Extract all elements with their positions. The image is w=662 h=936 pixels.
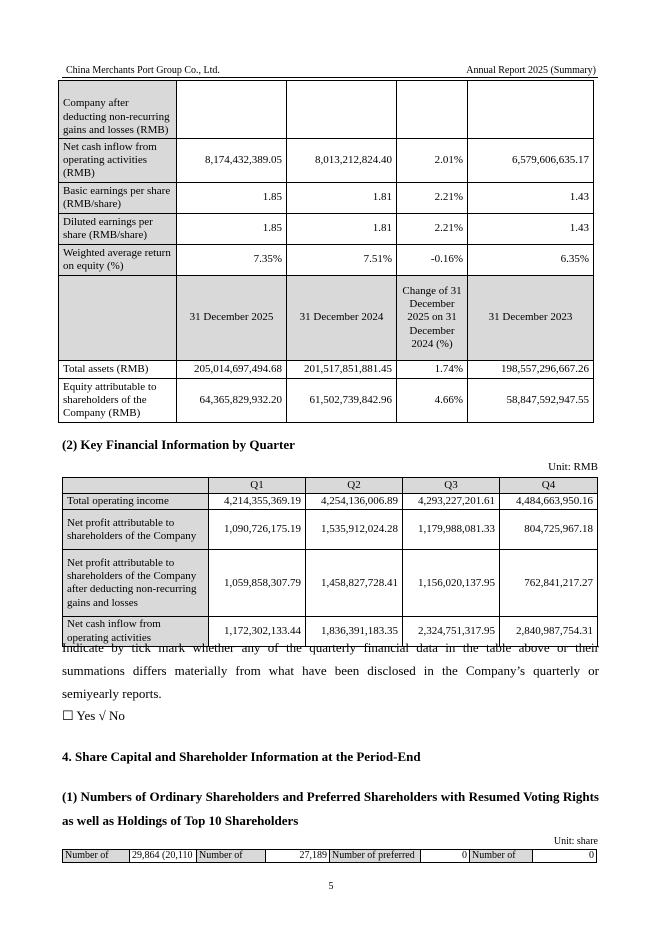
row-label: Total assets (RMB) bbox=[59, 361, 177, 379]
shareholder-table bbox=[62, 849, 597, 863]
table-row bbox=[59, 81, 594, 139]
cell-value: 1,458,827,728.41 bbox=[306, 550, 403, 617]
cell-value: 0 bbox=[533, 850, 597, 863]
unit-label: Unit: RMB bbox=[548, 461, 598, 473]
cell-value: 2,324,751,317.95 bbox=[403, 617, 500, 646]
row-label: Net cash inflow from operating activities bbox=[63, 617, 209, 646]
cell-value: 2.21% bbox=[397, 183, 468, 214]
cell-value: -0.16% bbox=[397, 245, 468, 276]
cell-value: 1,535,912,024.28 bbox=[306, 510, 403, 550]
cell-value: 6,579,606,635.17 bbox=[468, 139, 594, 183]
column-header: Q1 bbox=[209, 478, 306, 494]
cell-value: 61,502,739,842.96 bbox=[287, 379, 397, 423]
cell-value: 8,174,432,389.05 bbox=[177, 139, 287, 183]
row-label: Diluted earnings per share (RMB/share) bbox=[59, 214, 177, 245]
cell-value: 2,840,987,754.31 bbox=[500, 617, 598, 646]
row-label: Weighted average return on equity (%) bbox=[59, 245, 177, 276]
cell-value: 4,214,355,369.19 bbox=[209, 494, 306, 510]
quarterly-note: Indicate by tick mark whether any of the quarterly financial data in the table above or their summations differs materially from what have been disclosed in the Company’s quarterly or semiyearly reports. bbox=[62, 640, 599, 701]
cell-value: 27,189 bbox=[266, 850, 330, 863]
row-label: Company after deducting non-recurring gains and losses (RMB) bbox=[59, 81, 177, 139]
cell-label: Number of bbox=[63, 850, 130, 863]
section-subheading: (1) Numbers of Ordinary Shareholders and Preferred Shareholders with Resumed Voting Rights as well as Holdings of Top 10 Shareholders bbox=[62, 789, 599, 828]
row-label: Basic earnings per share (RMB/share) bbox=[59, 183, 177, 214]
cell-value: 29,864 (20,110 bbox=[130, 850, 197, 863]
quarterly-table bbox=[62, 477, 598, 647]
section-heading: (2) Key Financial Information by Quarter bbox=[62, 437, 295, 452]
cell-value: 1,059,858,307.79 bbox=[209, 550, 306, 617]
cell-value: 0 bbox=[421, 850, 470, 863]
cell-value: 1.85 bbox=[177, 214, 287, 245]
cell-value: 1,156,020,137.95 bbox=[403, 550, 500, 617]
cell-value: 1,179,988,081.33 bbox=[403, 510, 500, 550]
table-row bbox=[59, 361, 594, 379]
cell-label: Number of bbox=[197, 850, 266, 863]
table-row bbox=[63, 494, 598, 510]
column-header: Q2 bbox=[306, 478, 403, 494]
column-header: Q3 bbox=[403, 478, 500, 494]
yes-no-choice: ☐ Yes √ No bbox=[62, 708, 125, 723]
column-header: 31 December 2025 bbox=[177, 276, 287, 361]
cell-value: 4,484,663,950.16 bbox=[500, 494, 598, 510]
table-header-row bbox=[59, 276, 594, 361]
row-label: Net profit attributable to shareholders of the Company after deducting non-recurring gains and losses bbox=[63, 550, 209, 617]
cell-value: 2.01% bbox=[397, 139, 468, 183]
cell-value: 1,172,302,133.44 bbox=[209, 617, 306, 646]
row-label: Equity attributable to shareholders of the Company (RMB) bbox=[59, 379, 177, 423]
cell-value: 7.51% bbox=[287, 245, 397, 276]
cell-value: 205,014,697,494.68 bbox=[177, 361, 287, 379]
cell-label: Number of bbox=[470, 850, 533, 863]
column-header: 31 December 2023 bbox=[468, 276, 594, 361]
table-row bbox=[63, 850, 597, 863]
cell-value: 1.43 bbox=[468, 214, 594, 245]
column-header: Change of 31 December 2025 on 31 December 2024 (%) bbox=[397, 276, 468, 361]
page-number: 5 bbox=[328, 881, 334, 892]
cell-value: 198,557,296,667.26 bbox=[468, 361, 594, 379]
cell-value: 1.85 bbox=[177, 183, 287, 214]
cell-value: 1,090,726,175.19 bbox=[209, 510, 306, 550]
row-label: Total operating income bbox=[63, 494, 209, 510]
cell-label: Number of preferred bbox=[330, 850, 421, 863]
report-title: Annual Report 2025 (Summary) bbox=[466, 65, 596, 76]
cell-value: 8,013,212,824.40 bbox=[287, 139, 397, 183]
company-name: China Merchants Port Group Co., Ltd. bbox=[66, 65, 220, 76]
cell-value: 4.66% bbox=[397, 379, 468, 423]
section-heading: 4. Share Capital and Shareholder Information at the Period-End bbox=[62, 749, 421, 764]
unit-label: Unit: share bbox=[553, 836, 598, 847]
column-header: 31 December 2024 bbox=[287, 276, 397, 361]
row-label: Net cash inflow from operating activities (RMB) bbox=[59, 139, 177, 183]
table-row bbox=[59, 245, 594, 276]
table-row bbox=[59, 214, 594, 245]
cell-value: 64,365,829,932.20 bbox=[177, 379, 287, 423]
cell-value: 7.35% bbox=[177, 245, 287, 276]
header-divider bbox=[62, 77, 598, 78]
cell-value: 4,254,136,006.89 bbox=[306, 494, 403, 510]
cell-value: 4,293,227,201.61 bbox=[403, 494, 500, 510]
table-row bbox=[63, 510, 598, 550]
cell-value: 1.43 bbox=[468, 183, 594, 214]
cell-value: 1.74% bbox=[397, 361, 468, 379]
table-header-row bbox=[63, 478, 598, 494]
key-indicators-table bbox=[58, 80, 594, 423]
cell-value: 58,847,592,947.55 bbox=[468, 379, 594, 423]
table-row bbox=[63, 550, 598, 617]
cell-value: 1.81 bbox=[287, 214, 397, 245]
cell-value: 804,725,967.18 bbox=[500, 510, 598, 550]
cell-value: 2.21% bbox=[397, 214, 468, 245]
row-label: Net profit attributable to shareholders of the Company bbox=[63, 510, 209, 550]
cell-value: 1.81 bbox=[287, 183, 397, 214]
cell-value: 201,517,851,881.45 bbox=[287, 361, 397, 379]
cell-value: 1,836,391,183.35 bbox=[306, 617, 403, 646]
table-row bbox=[59, 183, 594, 214]
cell-value: 762,841,217.27 bbox=[500, 550, 598, 617]
table-row bbox=[59, 139, 594, 183]
cell-value: 6.35% bbox=[468, 245, 594, 276]
column-header: Q4 bbox=[500, 478, 598, 494]
table-row bbox=[59, 379, 594, 423]
